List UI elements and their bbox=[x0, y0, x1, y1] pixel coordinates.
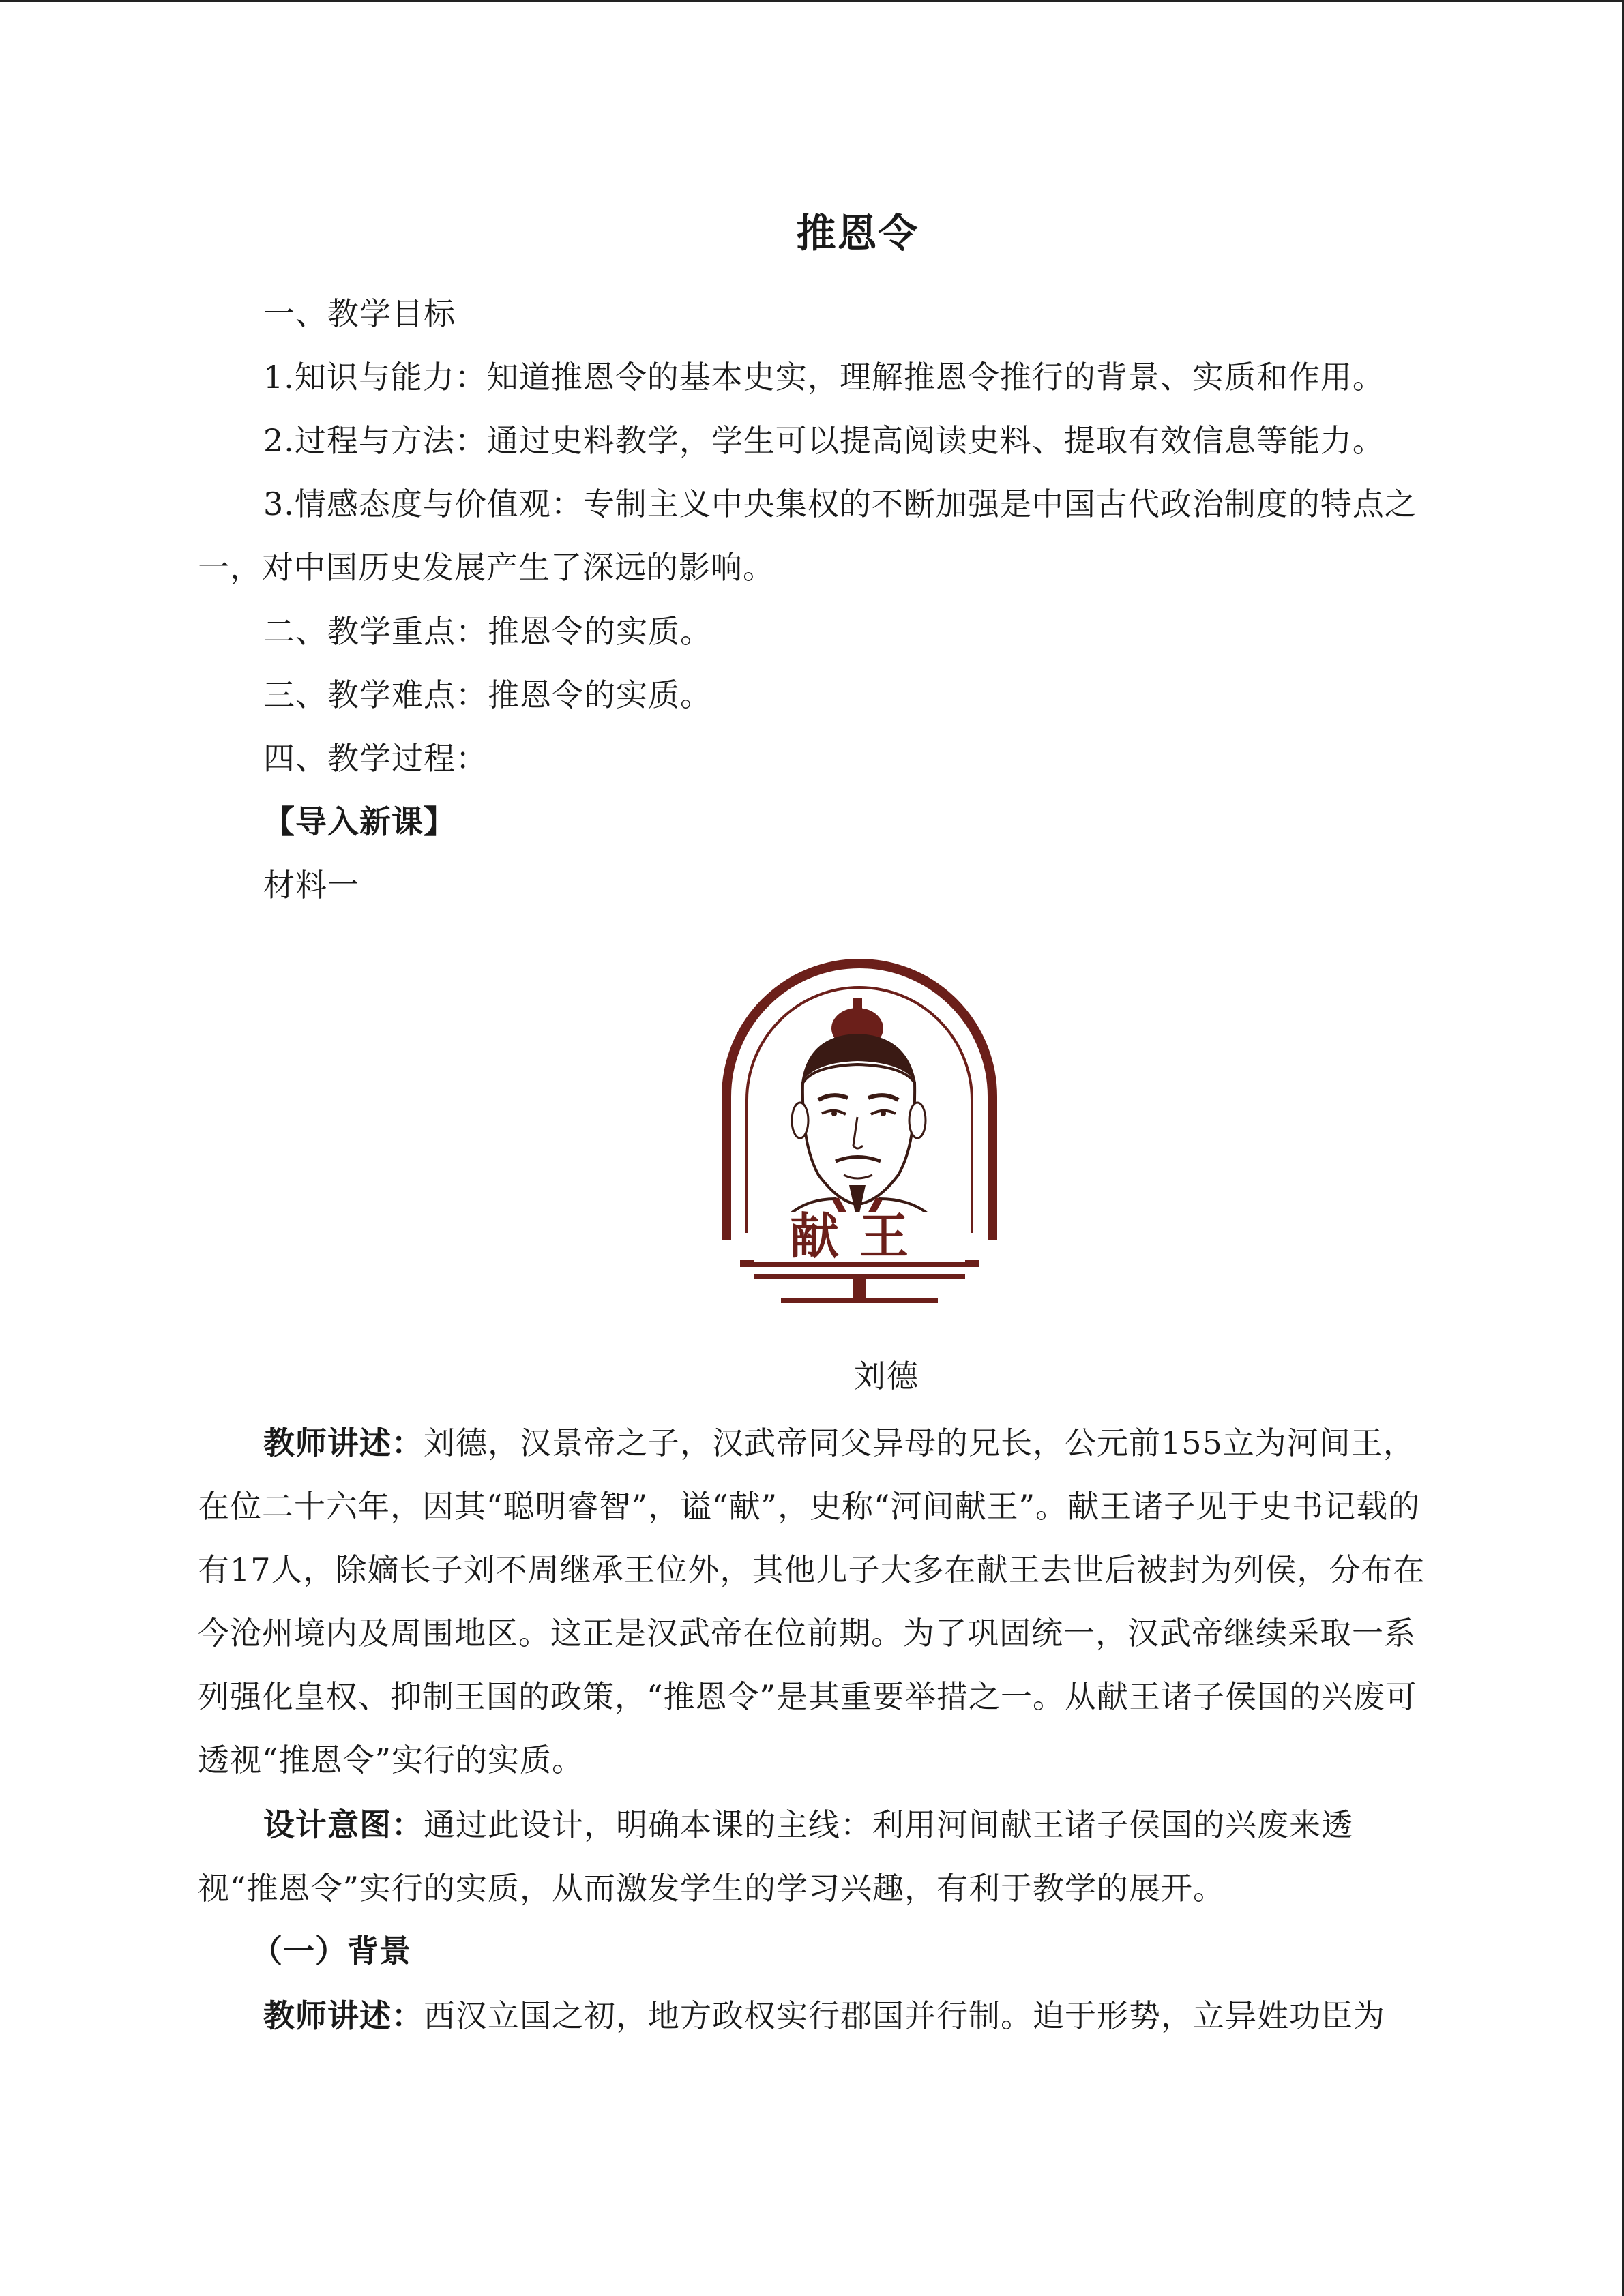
figure-caption: 刘德 bbox=[854, 1358, 919, 1395]
teacher-narration-2 bbox=[198, 1984, 1426, 2048]
difficult-point: 三、教学难点：推恩令的实质。 bbox=[263, 676, 712, 713]
objective-process: 2.过程与方法：通过史料教学，学生可以提高阅读史料、提取有效信息等能力。 bbox=[263, 422, 1385, 459]
portrait-emblem bbox=[699, 953, 1020, 1308]
design-intent bbox=[198, 1793, 1426, 1920]
teacher-narration-1 bbox=[198, 1412, 1426, 1792]
objectives-heading: 一、教学目标 bbox=[263, 295, 456, 332]
intro-heading: 【导入新课】 bbox=[263, 803, 456, 840]
key-point: 二、教学重点：推恩令的实质。 bbox=[263, 613, 712, 650]
section-background-heading: （一）背景 bbox=[251, 1933, 411, 1969]
process-heading: 四、教学过程： bbox=[263, 740, 488, 777]
design-label: 设计意图： bbox=[263, 1806, 424, 1843]
teacher-narration-text: 刘德，汉景帝之子，汉武帝同父异母的兄长，公元前155立为河间王，在位二十六年，因其“聪明睿智”，谥“献”，史称“河间献王”。献王诸子见于史书记载的有17人，除嫡长子刘不周继承王位外，其他儿子大多在献王去世后被封为列侯，分布在今沧州境内及周围地区。这正是汉武帝在位前期。为了巩固统一，汉武帝继续采取一系列强化皇权、抑制王国的政策，“推恩令”是其重要举措之一。从献王诸子侯国的兴废可透视“推恩令”实行的实质。 bbox=[198, 1425, 1426, 1778]
top-border bbox=[0, 0, 1624, 2]
emperor-portrait-icon bbox=[699, 953, 1020, 1308]
teacher-label: 教师讲述： bbox=[263, 1425, 424, 1461]
design-text: 通过此设计，明确本课的主线：利用河间献王诸子侯国的兴废来透视“推恩令”实行的实质，从而激发学生的学习兴趣，有利于教学的展开。 bbox=[198, 1806, 1353, 1907]
material-label: 材料一 bbox=[263, 867, 359, 904]
teacher-narration-text-2: 西汉立国之初，地方政权实行郡国并行制。迫于形势，立异姓功臣为 bbox=[424, 1997, 1385, 2034]
page-title: 推恩令 bbox=[796, 210, 919, 256]
emblem-inscription: 献王 bbox=[789, 1208, 930, 1265]
objective-knowledge: 1.知识与能力：知道推恩令的基本史实，理解推恩令推行的背景、实质和作用。 bbox=[263, 359, 1385, 396]
objective-values: 3.情感态度与价值观：专制主义中央集权的不断加强是中国古代政治制度的特点之一，对中国历史发展产生了深远的影响。 bbox=[198, 486, 1417, 586]
teacher-label-2: 教师讲述： bbox=[263, 1997, 424, 2034]
